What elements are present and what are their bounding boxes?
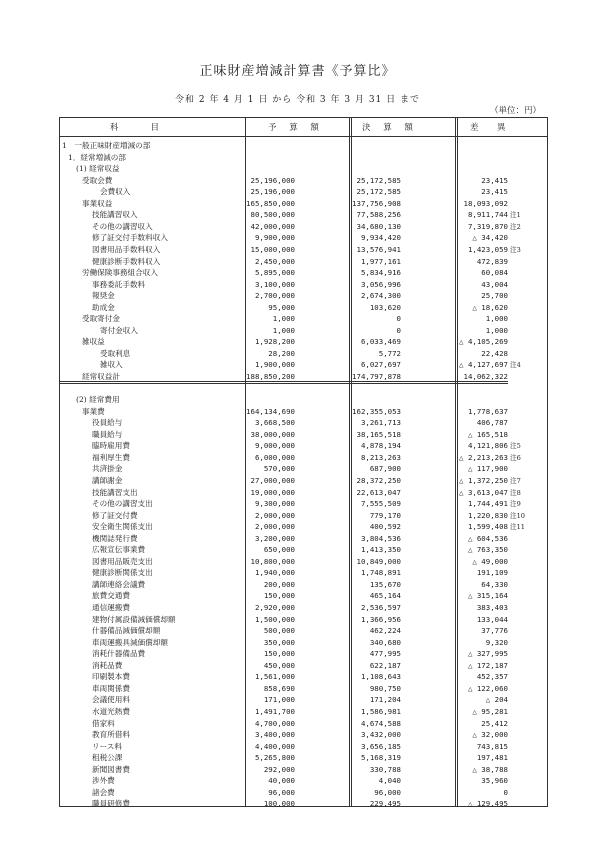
table-row — [60, 187, 547, 197]
header-item: 科 目 — [110, 123, 165, 133]
row-label: 労働保険事務組合収入 — [82, 268, 158, 278]
row-label: 機関誌発行費 — [92, 533, 138, 543]
table-row — [60, 765, 547, 775]
actual-value: 28,372,250 — [356, 475, 401, 485]
actual-value: 462,224 — [369, 626, 401, 636]
actual-value: 135,670 — [369, 579, 401, 589]
table-row — [60, 372, 547, 382]
diff-value: △ 129,495 — [467, 799, 508, 809]
row-label: 消耗什器備品費 — [92, 649, 146, 659]
budget-value: 3,100,000 — [254, 279, 295, 289]
actual-value: 9,934,420 — [360, 233, 401, 243]
actual-value: 1,748,891 — [360, 568, 401, 578]
table-row — [60, 545, 547, 555]
budget-value: 1,500,000 — [254, 614, 295, 624]
row-label: 広報宣伝事業費 — [92, 545, 146, 555]
budget-value: 2,700,000 — [254, 291, 295, 301]
actual-value: 4,040 — [378, 776, 401, 786]
actual-value: 3,804,536 — [360, 533, 401, 543]
diff-value: 1,000 — [485, 325, 508, 335]
table-row — [60, 268, 547, 278]
budget-value: 27,000,000 — [250, 475, 295, 485]
table-row — [60, 776, 547, 786]
diff-value: △ 4,127,697 — [459, 360, 508, 370]
note-ref: 注11 — [510, 523, 525, 532]
table-row — [60, 522, 547, 532]
diff-value: △ 1,372,250 — [459, 475, 508, 485]
actual-value: 137,756,908 — [352, 198, 401, 208]
row-label: 什器備品減価償却額 — [92, 626, 161, 636]
note-ref: 注3 — [510, 245, 521, 254]
actual-value: 229,495 — [369, 799, 401, 809]
table-row — [60, 626, 547, 636]
diff-value: 406,787 — [476, 418, 508, 428]
table-row — [60, 291, 547, 301]
actual-value: 1,108,643 — [360, 672, 401, 682]
actual-value: 0 — [396, 314, 401, 324]
diff-value: 383,403 — [476, 603, 508, 612]
actual-value: 1,977,161 — [360, 256, 401, 266]
diff-value: 133,044 — [476, 614, 508, 624]
table-row — [60, 441, 547, 451]
table-row — [60, 407, 547, 417]
table-row — [60, 303, 547, 313]
row-label: 事業費 — [82, 406, 105, 416]
budget-value: 25,196,000 — [250, 187, 295, 197]
table-row — [60, 557, 547, 567]
row-label: 安全衛生関係支出 — [92, 522, 153, 532]
actual-value: 10,849,000 — [356, 556, 401, 566]
row-label: 寄付金収入 — [100, 325, 138, 335]
diff-value: △ 3,613,047 — [459, 487, 508, 497]
budget-value: 28,200 — [268, 348, 295, 358]
table-row — [60, 488, 547, 498]
table-row — [60, 476, 547, 486]
actual-value: 5,834,916 — [360, 268, 401, 278]
actual-value: 980,750 — [369, 683, 401, 693]
budget-value: 200,000 — [263, 579, 295, 589]
row-label: 1．経常増減の部 — [68, 152, 126, 162]
budget-value: 40,000 — [268, 776, 295, 786]
budget-value: 1,900,000 — [254, 360, 295, 370]
actual-value: 25,172,585 — [356, 175, 401, 185]
actual-value: 3,056,996 — [360, 279, 401, 289]
diff-value: 43,004 — [481, 279, 508, 289]
diff-value: 472,839 — [476, 256, 508, 266]
row-label: 健康診断手数料収入 — [92, 256, 161, 266]
actual-value: 34,680,130 — [356, 221, 401, 231]
row-label: 通信運搬費 — [92, 603, 130, 612]
row-label: 共済掛金 — [92, 464, 123, 474]
row-label: 技能講習支出 — [92, 487, 138, 497]
table-row — [60, 591, 547, 601]
table-row — [60, 418, 547, 428]
row-label: 修了証交付費 — [92, 510, 138, 520]
table-row — [60, 695, 547, 705]
header-budget: 予 算 額 — [268, 123, 324, 133]
diff-value: △ 204 — [485, 695, 508, 705]
actual-value: 8,213,263 — [360, 452, 401, 462]
actual-value: 6,033,469 — [360, 337, 401, 347]
diff-value: 452,357 — [476, 672, 508, 682]
table-row — [60, 788, 547, 798]
table-row — [60, 210, 547, 220]
row-label: 図書用品販売支出 — [92, 556, 153, 566]
row-label: 職員給与 — [92, 429, 123, 439]
table-row — [60, 349, 547, 359]
table-row — [60, 672, 547, 682]
table-row — [60, 141, 547, 151]
actual-value: 6,027,697 — [360, 360, 401, 370]
budget-value: 4,400,000 — [254, 741, 295, 751]
actual-value: 38,165,518 — [356, 429, 401, 439]
budget-value: 450,000 — [263, 660, 295, 670]
table-row — [60, 719, 547, 729]
table-row — [60, 176, 547, 186]
diff-value: 1,000 — [485, 314, 508, 324]
row-label: リース料 — [92, 741, 122, 751]
budget-value: 10,800,000 — [250, 556, 295, 566]
budget-value: 6,000,000 — [254, 452, 295, 462]
diff-value: 18,093,092 — [463, 198, 508, 208]
actual-value: 22,613,047 — [356, 487, 401, 497]
row-label: 臨時雇用費 — [92, 441, 130, 451]
actual-value: 162,355,053 — [352, 406, 401, 416]
page-title: 正味財産増減計算書《予算比》 — [199, 64, 396, 79]
actual-value: 5,772 — [378, 348, 401, 358]
row-label: 健康診断関係支出 — [92, 568, 153, 578]
actual-value: 622,187 — [369, 660, 401, 670]
row-label: 1 一般正味財産増減の部 — [62, 141, 151, 150]
diff-value: 0 — [503, 787, 508, 797]
actual-value: 13,576,941 — [356, 244, 401, 254]
actual-value: 2,536,597 — [360, 603, 401, 612]
actual-value: 96,000 — [374, 787, 401, 797]
diff-value: 60,084 — [481, 268, 508, 278]
budget-value: 3,200,000 — [254, 533, 295, 543]
table-row — [60, 153, 547, 163]
row-label: 受取寄付金 — [82, 314, 120, 324]
row-label: (2) 経常費用 — [76, 395, 120, 405]
table-row — [60, 222, 547, 232]
note-ref: 注10 — [510, 511, 525, 520]
diff-value: 7,319,870 — [467, 221, 508, 231]
row-label: 技能講習収入 — [92, 210, 138, 220]
row-label: 受取利息 — [100, 348, 131, 358]
diff-value: △ 165,518 — [467, 429, 508, 439]
row-label: 教育所借料 — [92, 730, 130, 740]
actual-value: 77,588,256 — [356, 210, 401, 220]
row-label: 旅費交通費 — [92, 591, 130, 601]
budget-value: 9,000,000 — [254, 441, 295, 451]
table-row — [60, 707, 547, 717]
budget-value: 25,196,000 — [250, 175, 295, 185]
budget-value: 150,000 — [263, 649, 295, 659]
diff-value: △ 4,105,269 — [459, 337, 508, 347]
actual-value: 2,674,300 — [360, 291, 401, 301]
diff-value: 197,481 — [476, 753, 508, 763]
actual-value: 340,680 — [369, 637, 401, 647]
row-label: 修了証交付手数料収入 — [92, 233, 168, 243]
row-label: 会費収入 — [100, 187, 131, 197]
diff-value: 4,121,806 — [467, 441, 508, 451]
note-ref: 注2 — [510, 222, 521, 231]
budget-value: 1,000 — [272, 314, 295, 324]
diff-value: 1,599,408 — [467, 522, 508, 532]
budget-value: 171,000 — [263, 695, 295, 705]
diff-value: △ 604,536 — [467, 533, 508, 543]
table-row — [60, 430, 547, 440]
diff-value: △ 2,213,263 — [459, 452, 508, 462]
budget-value: 570,000 — [263, 464, 295, 474]
diff-value: 9,320 — [485, 637, 508, 647]
actual-value: 174,797,878 — [60, 372, 401, 384]
row-label: 租税公課 — [92, 753, 123, 763]
row-label: 役員給与 — [92, 418, 123, 428]
table-row — [60, 257, 547, 267]
diff-value: △ 315,164 — [467, 591, 508, 601]
budget-value: 500,000 — [263, 626, 295, 636]
row-label: 印刷製本費 — [92, 672, 130, 682]
budget-value: 96,000 — [268, 787, 295, 797]
report-period: 令和 2 年 4 月 1 日 から 令和 3 年 3 月 31 日 まで — [175, 95, 420, 105]
diff-value: △ 18,620 — [472, 302, 508, 312]
budget-value: 42,000,000 — [250, 221, 295, 231]
diff-value: 35,960 — [481, 776, 508, 786]
diff-value: △ 95,281 — [472, 706, 508, 716]
row-label: 職員研修費 — [92, 799, 130, 809]
actual-value: 171,204 — [369, 695, 401, 705]
budget-value: 4,700,000 — [254, 718, 295, 728]
actual-value: 5,168,319 — [360, 753, 401, 763]
actual-value: 3,656,185 — [360, 741, 401, 751]
actual-value: 0 — [396, 325, 401, 335]
table-header — [60, 118, 547, 137]
table-row — [60, 199, 547, 209]
table-row — [60, 499, 547, 509]
row-label: 雑収益 — [82, 337, 105, 347]
table-row — [60, 384, 547, 394]
table-row — [60, 661, 547, 671]
actual-value: 330,788 — [369, 764, 401, 774]
diff-value: △ 32,000 — [472, 730, 508, 740]
row-label: その他の講習収入 — [92, 221, 153, 231]
table-row — [60, 280, 547, 290]
actual-value: 477,995 — [369, 649, 401, 659]
row-label: 講師連絡会議費 — [92, 579, 146, 589]
diff-value: △ 122,060 — [467, 683, 508, 693]
budget-value: 9,900,000 — [254, 233, 295, 243]
row-label: その他の講習支出 — [92, 499, 153, 509]
row-label: 事務委託手数料 — [92, 279, 146, 289]
row-label: 消耗品費 — [92, 660, 123, 670]
budget-value: 9,300,000 — [254, 499, 295, 509]
budget-value: 3,668,500 — [254, 418, 295, 428]
note-ref: 注5 — [510, 442, 521, 451]
diff-value: △ 117,900 — [467, 464, 508, 474]
budget-value: 150,000 — [263, 591, 295, 601]
diff-value: 25,700 — [481, 291, 508, 301]
diff-value: 23,415 — [481, 175, 508, 185]
table-row — [60, 511, 547, 521]
note-ref: 注9 — [510, 500, 521, 509]
diff-value: 25,412 — [481, 718, 508, 728]
table-row — [60, 360, 547, 370]
table-row — [60, 580, 547, 590]
table-row — [60, 314, 547, 324]
table-row — [60, 603, 547, 613]
budget-value: 292,000 — [263, 764, 295, 774]
row-label: 受取会費 — [82, 175, 113, 185]
actual-value: 1,366,956 — [360, 614, 401, 624]
table-row — [60, 568, 547, 578]
budget-value: 650,000 — [263, 545, 295, 555]
budget-value: 1,000 — [272, 325, 295, 335]
diff-value: △ 172,187 — [467, 660, 508, 670]
budget-value: 5,895,000 — [254, 268, 295, 278]
row-label: 車両関係費 — [92, 683, 130, 693]
budget-value: 1,491,700 — [254, 706, 295, 716]
diff-value: 1,423,059 — [467, 244, 508, 254]
table-row — [60, 326, 547, 336]
row-label: 図書用品手数料収入 — [92, 244, 161, 254]
row-label: 経常収益計 — [82, 372, 120, 381]
row-label: 助成金 — [92, 302, 115, 312]
note-ref: 注7 — [510, 476, 521, 485]
budget-value: 858,690 — [263, 683, 295, 693]
table-row — [60, 233, 547, 243]
row-label: 渉外費 — [92, 776, 115, 786]
budget-value: 164,134,690 — [246, 406, 295, 416]
diff-value: △ 327,995 — [467, 649, 508, 659]
actual-value: 687,900 — [369, 464, 401, 474]
row-label: (1) 経常収益 — [76, 164, 120, 174]
budget-value: 2,450,000 — [254, 256, 295, 266]
table-row — [60, 615, 547, 625]
budget-value: 1,940,000 — [254, 568, 295, 578]
diff-value: 64,330 — [481, 579, 508, 589]
table-row — [60, 395, 547, 405]
diff-value: △ 49,000 — [472, 556, 508, 566]
row-label: 車両運搬具減価償却額 — [92, 637, 168, 647]
header-actual: 決 算 額 — [362, 123, 418, 133]
actual-value: 7,555,509 — [360, 499, 401, 509]
diff-value: 1,220,830 — [467, 510, 508, 520]
table-row — [60, 753, 547, 763]
budget-value: 1,928,200 — [254, 337, 295, 347]
diff-value: 191,109 — [476, 568, 508, 578]
actual-value: 3,432,000 — [360, 730, 401, 740]
table-row — [60, 245, 547, 255]
budget-value: 100,000 — [263, 799, 295, 809]
table-row — [60, 534, 547, 544]
row-label: 講師謝金 — [92, 475, 123, 485]
table-row — [60, 337, 547, 347]
actual-value: 4,674,588 — [360, 718, 401, 728]
diff-value: 1,744,491 — [467, 499, 508, 509]
statement-table — [59, 117, 548, 807]
diff-value: 8,911,744 — [467, 210, 508, 220]
header-diff: 差 異 — [470, 123, 511, 133]
diff-value: △ 34,420 — [472, 233, 508, 243]
row-label: 諸会費 — [92, 787, 115, 797]
budget-value: 19,000,000 — [250, 487, 295, 497]
actual-value: 4,878,194 — [360, 441, 401, 451]
table-row — [60, 453, 547, 463]
budget-value: 2,000,000 — [254, 522, 295, 532]
budget-value: 1,561,000 — [254, 672, 295, 682]
unit-label: （単位：円） — [489, 106, 541, 116]
row-label: 事業収益 — [82, 198, 113, 208]
budget-value: 38,000,000 — [250, 429, 295, 439]
diff-value: △ 38,788 — [472, 764, 508, 774]
budget-value: 15,000,000 — [250, 244, 295, 254]
note-ref: 注8 — [510, 488, 521, 497]
actual-value: 103,620 — [369, 302, 401, 312]
actual-value: 465,164 — [369, 591, 401, 601]
budget-value: 2,920,000 — [254, 603, 295, 612]
table-row — [60, 649, 547, 659]
note-ref: 注6 — [510, 453, 521, 462]
row-label: 雑収入 — [100, 360, 123, 370]
note-ref: 注1 — [510, 211, 521, 220]
actual-value: 1,586,981 — [360, 706, 401, 716]
budget-value: 5,265,800 — [254, 753, 295, 763]
table-row — [60, 638, 547, 648]
table-row — [60, 684, 547, 694]
budget-value: 2,000,000 — [254, 510, 295, 520]
note-ref: 注4 — [510, 361, 521, 370]
actual-value: 3,261,713 — [360, 418, 401, 428]
row-label: 福利厚生費 — [92, 452, 130, 462]
diff-value: 14,062,322 — [60, 372, 508, 384]
budget-value: 80,500,000 — [250, 210, 295, 220]
table-row — [60, 799, 547, 809]
row-label: 新聞図書費 — [92, 764, 130, 774]
actual-value: 400,592 — [369, 522, 401, 532]
budget-value: 95,000 — [268, 302, 295, 312]
actual-value: 25,172,585 — [356, 187, 401, 197]
row-label: 建物付属設備減価償却額 — [92, 614, 176, 624]
budget-value: 165,850,000 — [246, 198, 295, 208]
diff-value: 743,815 — [476, 741, 508, 751]
row-label: 借家料 — [92, 718, 115, 728]
table-row — [60, 164, 547, 174]
diff-value: 23,415 — [481, 187, 508, 197]
row-label: 水道光熱費 — [92, 706, 130, 716]
table-row — [60, 730, 547, 740]
diff-value: △ 763,350 — [467, 545, 508, 555]
row-label: 会議使用料 — [92, 695, 130, 705]
budget-value: 188,850,200 — [60, 372, 295, 384]
budget-value: 3,400,000 — [254, 730, 295, 740]
diff-value: 1,778,637 — [467, 406, 508, 416]
actual-value: 1,413,350 — [360, 545, 401, 555]
table-row — [60, 742, 547, 752]
row-label: 報奨金 — [92, 291, 115, 301]
table-row — [60, 464, 547, 474]
actual-value: 779,170 — [369, 510, 401, 520]
budget-value: 350,000 — [263, 637, 295, 647]
diff-value: 22,428 — [481, 348, 508, 358]
diff-value: 37,776 — [481, 626, 508, 636]
